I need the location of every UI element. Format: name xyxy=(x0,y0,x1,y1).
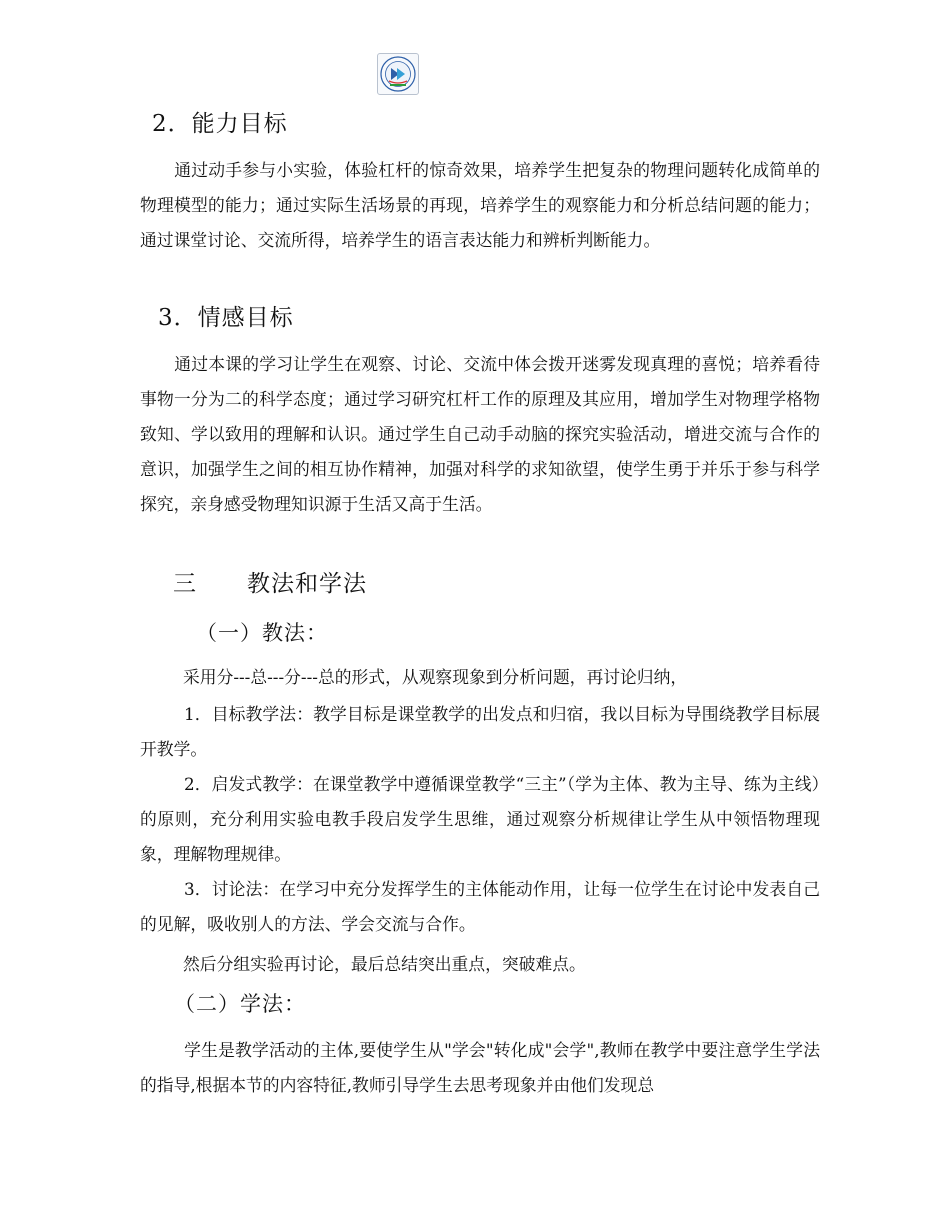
ability-goals-text: 通过动手参与小实验，体验杠杆的惊奇效果，培养学生把复杂的物理问题转化成简单的物理模型的能力；通过实际生活场景的再现，培养学生的观察能力和分析总结问题的能力；通过课堂讨论、交流所得，培养学生的语言表达能力和辨析判断能力。 xyxy=(140,160,820,250)
teaching-intro: 采用分---总---分---总的形式，从观察现象到分析问题，再讨论归纳， xyxy=(183,667,688,687)
teaching-item-1-text: 1．目标教学法：教学目标是课堂教学的出发点和归宿，我以目标为导围绕教学目标展开教学。 xyxy=(140,704,820,759)
teaching-item-3-text: 3．讨论法：在学习中充分发挥学生的主体能动作用，让每一位学生在讨论中发表自己的见解，吸收别人的方法、学会交流与合作。 xyxy=(140,879,820,934)
heading-learning-method: （二）学法： xyxy=(174,992,306,1016)
teaching-closing: 然后分组实验再讨论，最后总结突出重点，突破难点。 xyxy=(183,954,586,974)
heading-emotion-goals: 3．情感目标 xyxy=(158,305,294,331)
paragraph-emotion-goals xyxy=(140,347,820,522)
teaching-item-2 xyxy=(140,767,820,872)
school-emblem-icon xyxy=(377,53,419,95)
section-three-title: 教法和学法 xyxy=(247,571,367,597)
emotion-goals-text: 通过本课的学习让学生在观察、讨论、交流中体会拨开迷雾发现真理的喜悦；培养看待事物一分为二的科学态度；通过学习研究杠杆工作的原理及其应用，增加学生对物理学格物致知、学以致用的理解和认识。通过学生自己动手动脑的探究实验活动，增进交流与合作的意识，加强学生之间的相互协作精神，加强对科学的求知欲望，使学生勇于并乐于参与科学探究，亲身感受物理知识源于生活又高于生活。 xyxy=(140,354,820,514)
teaching-item-3 xyxy=(140,872,820,942)
heading-teaching-method: （一）教法： xyxy=(196,621,328,645)
paragraph-learning-method xyxy=(140,1033,820,1103)
learning-method-text: 学生是教学活动的主体,要使学生从"学会"转化成"会学",教师在教学中要注意学生学法的指导,根据本节的内容特征,教师引导学生去思考现象并由他们发现总 xyxy=(140,1040,820,1095)
section-three-number: 三 xyxy=(173,571,197,597)
heading-ability-goals: 2．能力目标 xyxy=(152,111,288,137)
paragraph-ability-goals xyxy=(140,153,820,258)
teaching-item-1 xyxy=(140,697,820,767)
teaching-item-2-text: 2．启发式教学：在课堂教学中遵循课堂教学“三主”（学为主体、教为主导、练为主线）的原则，充分利用实验电教手段启发学生思维，通过观察分析规律让学生从中领悟物理现象，理解物理规律。 xyxy=(140,774,820,864)
